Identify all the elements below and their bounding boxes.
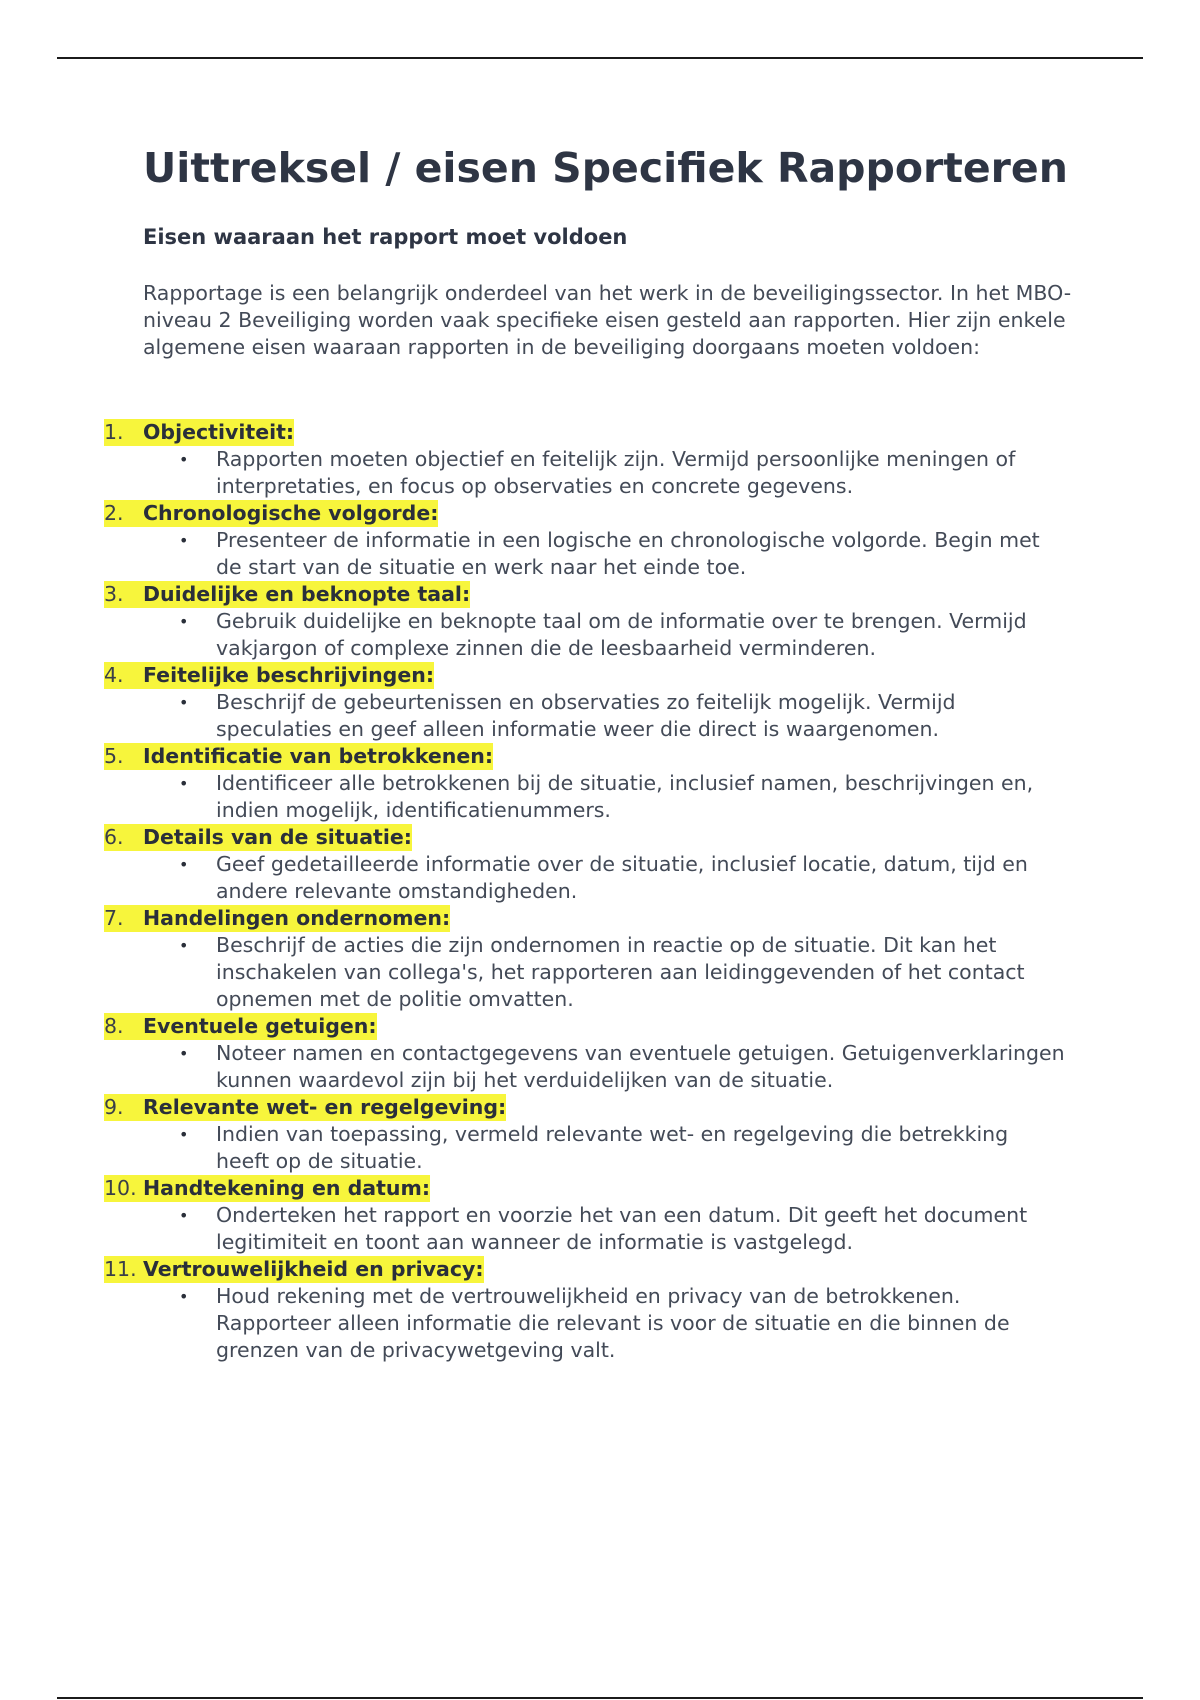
item-label: Handelingen ondernomen: xyxy=(143,906,451,930)
bullet-icon: • xyxy=(179,612,189,631)
bullet-icon: • xyxy=(179,693,189,712)
item-highlight xyxy=(104,824,412,851)
top-divider xyxy=(57,57,1143,59)
item-label: Handtekening en datum: xyxy=(143,1176,431,1200)
list-item xyxy=(104,1256,1064,1364)
intro-paragraph: Rapportage is een belangrijk onderdeel van het werk in de beveiligingssector. In het MBO-niveau 2 Beveiliging worden vaak specifieke eisen gesteld aan rapporten. Hier zijn enkele algemene eisen waaraan rapporten in de beveiliging doorgaans moeten voldoen: xyxy=(143,281,1072,359)
item-highlight xyxy=(104,1094,506,1121)
item-label: Identificatie van betrokkenen: xyxy=(143,744,494,768)
section-subtitle: Eisen waaraan het rapport moet voldoen xyxy=(143,225,628,249)
item-highlight xyxy=(104,1256,484,1283)
list-item xyxy=(104,1175,1064,1256)
bullet-icon: • xyxy=(179,1044,189,1063)
item-label: Relevante wet- en regelgeving: xyxy=(143,1095,507,1119)
item-description: Indien van toepassing, vermeld relevante wet- en regelgeving die betrekking heeft op de situatie. xyxy=(216,1122,1009,1173)
bullet-icon: • xyxy=(179,774,189,793)
item-number: 6. xyxy=(104,825,124,849)
item-label: Chronologische volgorde: xyxy=(143,501,439,525)
item-label: Objectiviteit: xyxy=(143,420,295,444)
bullet-icon: • xyxy=(179,450,189,469)
item-description: Geef gedetailleerde informatie over de situatie, inclusief locatie, datum, tijd en andere relevante omstandigheden. xyxy=(216,852,1028,903)
bottom-divider xyxy=(57,1697,1143,1699)
item-description: Rapporten moeten objectief en feitelijk zijn. Vermijd persoonlijke meningen of interpretaties, en focus op observaties en concrete gegevens. xyxy=(216,447,1016,498)
item-label: Vertrouwelijkheid en privacy: xyxy=(143,1257,484,1281)
item-highlight xyxy=(104,419,294,446)
item-description: Noteer namen en contactgegevens van eventuele getuigen. Getuigenverklaringen kunnen waardevol zijn bij het verduidelijken van de situatie. xyxy=(216,1041,1065,1092)
item-label: Duidelijke en beknopte taal: xyxy=(143,582,471,606)
item-number: 10. xyxy=(104,1176,137,1200)
list-item xyxy=(104,824,1064,905)
list-item xyxy=(104,500,1064,581)
list-item xyxy=(104,905,1064,1013)
item-description: Beschrijf de acties die zijn ondernomen in reactie op de situatie. Dit kan het inschakelen van collega's, het rapporteren aan leidinggevenden of het contact opnemen met de politie omvatten. xyxy=(216,933,1025,1011)
bullet-icon: • xyxy=(179,1287,189,1306)
item-highlight xyxy=(104,662,434,689)
item-number: 9. xyxy=(104,1095,124,1119)
item-description: Identificeer alle betrokkenen bij de situatie, inclusief namen, beschrijvingen en, indien mogelijk, identificatienummers. xyxy=(216,771,1034,822)
item-highlight xyxy=(104,743,493,770)
item-number: 2. xyxy=(104,501,124,525)
item-number: 1. xyxy=(104,420,124,444)
item-number: 5. xyxy=(104,744,124,768)
bullet-icon: • xyxy=(179,531,189,550)
item-number: 4. xyxy=(104,663,124,687)
bullet-icon: • xyxy=(179,1125,189,1144)
item-description: Gebruik duidelijke en beknopte taal om de informatie over te brengen. Vermijd vakjargon of complexe zinnen die de leesbaarheid verminderen. xyxy=(216,609,1027,660)
page-title: Uittreksel / eisen Specifiek Rapporteren xyxy=(143,144,1068,192)
item-label: Feitelijke beschrijvingen: xyxy=(143,663,435,687)
item-highlight xyxy=(104,500,438,527)
list-item xyxy=(104,743,1064,824)
list-item xyxy=(104,662,1064,743)
item-description: Onderteken het rapport en voorzie het van een datum. Dit geeft het document legitimiteit en toont aan wanneer de informatie is vastgelegd. xyxy=(216,1203,1028,1254)
item-highlight xyxy=(104,1013,377,1040)
list-item xyxy=(104,581,1064,662)
item-label: Eventuele getuigen: xyxy=(143,1014,377,1038)
item-description: Houd rekening met de vertrouwelijkheid en privacy van de betrokkenen. Rapporteer alleen informatie die relevant is voor de situatie en die binnen de grenzen van de privacywetgeving valt. xyxy=(216,1284,1010,1362)
item-number: 11. xyxy=(104,1257,137,1281)
bullet-icon: • xyxy=(179,1206,189,1225)
list-item xyxy=(104,1013,1064,1094)
bullet-icon: • xyxy=(179,855,189,874)
item-label: Details van de situatie: xyxy=(143,825,412,849)
item-number: 8. xyxy=(104,1014,124,1038)
list-item xyxy=(104,1094,1064,1175)
list-item xyxy=(104,419,1064,500)
item-description: Presenteer de informatie in een logische en chronologische volgorde. Begin met de start van de situatie en werk naar het einde toe. xyxy=(216,528,1040,579)
item-highlight xyxy=(104,581,470,608)
item-number: 3. xyxy=(104,582,124,606)
item-number: 7. xyxy=(104,906,124,930)
requirements-list xyxy=(104,419,1064,1364)
item-highlight xyxy=(104,1175,430,1202)
bullet-icon: • xyxy=(179,936,189,955)
item-description: Beschrijf de gebeurtenissen en observaties zo feitelijk mogelijk. Vermijd speculaties en geef alleen informatie weer die direct is waargenomen. xyxy=(216,690,956,741)
item-highlight xyxy=(104,905,450,932)
